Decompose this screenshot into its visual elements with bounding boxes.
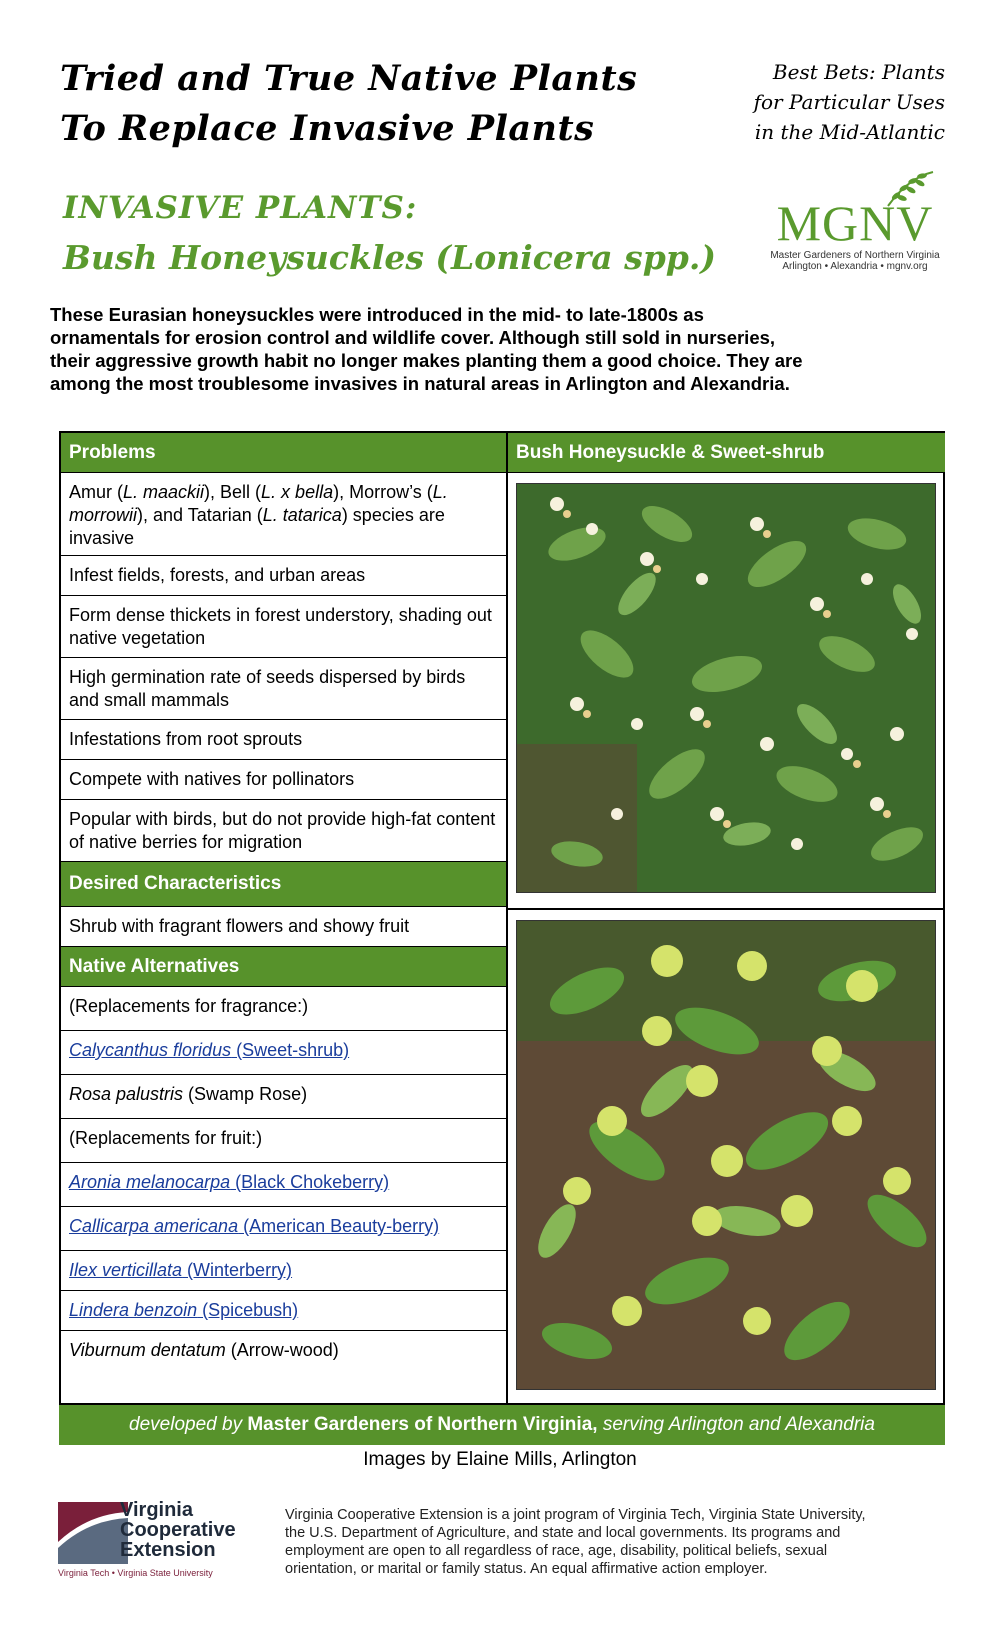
- intro-line: ornamentals for erosion control and wildlife cover. Although still sold in nurseries,: [50, 327, 776, 348]
- mgnv-logo: [760, 168, 950, 278]
- honeysuckle-photo: [516, 483, 936, 893]
- problems-header: Problems: [61, 433, 506, 473]
- problem-item: Infest fields, forests, and urban areas: [61, 556, 506, 596]
- title-line-1: Tried and True Native Plants: [60, 58, 638, 99]
- photo-divider: [508, 908, 945, 910]
- problem-item: Form dense thickets in forest understory, shading out native vegetation: [61, 596, 506, 658]
- intro-line: among the most troublesome invasives in natural areas in Arlington and Alexandria.: [50, 373, 790, 394]
- alt-item-callicarpa[interactable]: Callicarpa americana (American Beauty-berry): [61, 1207, 506, 1251]
- developed-by-suffix: serving Arlington and Alexandria: [597, 1414, 875, 1435]
- alt-item-ilex[interactable]: Ilex verticillata (Winterberry): [61, 1251, 506, 1291]
- desired-item: Shrub with fragrant flowers and showy fruit: [61, 907, 506, 947]
- alt-item-lindera[interactable]: Lindera benzoin (Spicebush): [61, 1291, 506, 1331]
- vce-disclaimer: [285, 1506, 915, 1578]
- vce-disclaimer-line: the U.S. Department of Agriculture, and state and local governments. Its programs and: [285, 1525, 841, 1541]
- info-table: [59, 431, 945, 1405]
- vce-logo: [58, 1499, 258, 1582]
- mgnv-logo-locations: Arlington • Alexandria • mgnv.org: [782, 261, 928, 272]
- desired-header: Desired Characteristics: [61, 862, 506, 907]
- mgnv-logo-subtitle: Master Gardeners of Northern Virginia: [770, 250, 940, 261]
- alt-fruit-label: (Replacements for fruit:): [61, 1119, 506, 1163]
- photos-header: Bush Honeysuckle & Sweet-shrub: [508, 433, 945, 473]
- title-line-2: To Replace Invasive Plants: [60, 108, 595, 149]
- alt-item-calycanthus[interactable]: Calycanthus floridus (Sweet-shrub): [61, 1031, 506, 1075]
- best-bets-line-1: Best Bets: Plants: [772, 60, 945, 84]
- intro-line: their aggressive growth habit no longer makes planting them a good choice. They are: [50, 350, 803, 371]
- vce-logo-line1: Virginia: [120, 1499, 193, 1521]
- intro-paragraph: [50, 303, 900, 395]
- vce-logo-line3: Extension: [120, 1539, 216, 1561]
- problem-item: High germination rate of seeds dispersed by birds and small mammals: [61, 658, 506, 720]
- image-credits: Images by Elaine Mills, Arlington: [363, 1449, 637, 1470]
- vce-disclaimer-line: Virginia Cooperative Extension is a joint program of Virginia Tech, Virginia State University,: [285, 1507, 866, 1523]
- species-heading: Bush Honeysuckles (Lonicera spp.): [63, 238, 716, 277]
- intro-line: These Eurasian honeysuckles were introduced in the mid- to late-1800s as: [50, 304, 704, 325]
- native-header: Native Alternatives: [61, 947, 506, 987]
- mgnv-logo-letters: MGNV: [776, 195, 934, 251]
- vce-logo-line2: Cooperative: [120, 1519, 236, 1541]
- vce-disclaimer-line: orientation, or marital or family status. An equal affirmative action employer.: [285, 1561, 768, 1577]
- sweet-shrub-photo: [516, 920, 936, 1390]
- best-bets-line-2: for Particular Uses: [753, 90, 945, 114]
- invasive-plants-heading: INVASIVE PLANTS:: [63, 190, 418, 226]
- alt-item-rosa: Rosa palustris (Swamp Rose): [61, 1075, 506, 1119]
- best-bets-line-3: in the Mid-Atlantic: [754, 120, 945, 144]
- problem-item: Infestations from root sprouts: [61, 720, 506, 760]
- vce-logo-sub: Virginia Tech • Virginia State University: [58, 1568, 213, 1578]
- problem-species: Amur (L. maackii), Bell (L. x bella), Morrow’s (L. morrowii), and Tatarian (L. tatarica) species are invasive: [61, 473, 506, 556]
- developed-by-banner: [59, 1405, 945, 1445]
- problem-item: Compete with natives for pollinators: [61, 760, 506, 800]
- problem-item: Popular with birds, but do not provide high-fat content of native berries for migration: [61, 800, 506, 862]
- alt-item-viburnum: Viburnum dentatum (Arrow-wood): [69, 1340, 339, 1360]
- developed-by-prefix: developed by: [129, 1414, 248, 1435]
- alt-fragrance-label: (Replacements for fragrance:): [61, 987, 506, 1031]
- vce-disclaimer-line: employment are open to all regardless of race, age, disability, political beliefs, sexual: [285, 1543, 828, 1559]
- developed-by-org: Master Gardeners of Northern Virginia,: [247, 1414, 598, 1435]
- alt-item-aronia[interactable]: Aronia melanocarpa (Black Chokeberry): [61, 1163, 506, 1207]
- vce-swoosh-icon: [58, 1502, 128, 1564]
- column-divider: [506, 433, 508, 1405]
